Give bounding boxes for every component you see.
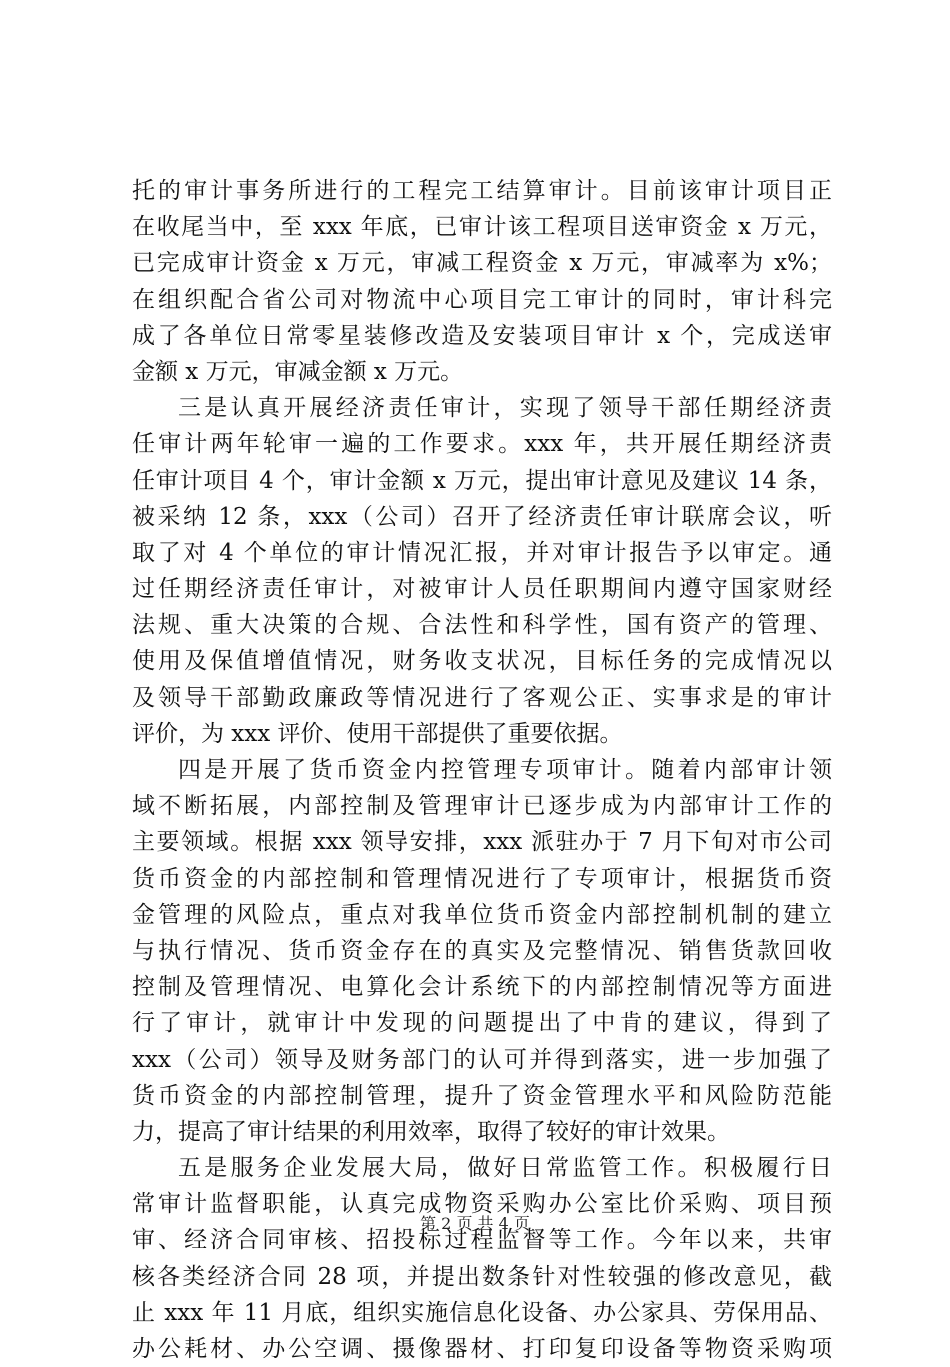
text-line: 托的审计事务所进行的工程完工结算审计。目前该审计项目正 [132, 178, 832, 204]
text-line: 被采纳 12 条，xxx（公司）召开了经济责任审计联席会议，听 [132, 503, 832, 530]
text-line: 五是服务企业发展大局，做好日常监管工作。积极履行日 [178, 1155, 832, 1182]
text-line: 在收尾当中，至 xxx 年底，已审计该工程项目送审资金 x 万元， [132, 214, 832, 241]
text-line: 三是认真开展经济责任审计，实现了领导干部任期经济责 [178, 395, 832, 422]
text-line: 常审计监督职能，认真完成物资采购办公室比价采购、项目预 [132, 1191, 832, 1218]
text-line: 法规、重大决策的合规、合法性和科学性，国有资产的管理、 [132, 612, 832, 639]
text-line: 已完成审计资金 x 万元，审减工程资金 x 万元，审减率为 x%； [132, 250, 832, 277]
text-line: 与执行情况、货币资金存在的真实及完整情况、销售货款回收 [132, 937, 832, 964]
text-line: 核各类经济合同 28 项，并提出数条针对性较强的修改意见，截 [132, 1263, 832, 1290]
text-line: 主要领域。根据 xxx 领导安排，xxx 派驻办于 7 月下旬对市公司 [132, 829, 832, 856]
text-line: 四是开展了货币资金内控管理专项审计。随着内部审计领 [178, 757, 832, 783]
text-line: 评价，为 xxx 评价、使用干部提供了重要依据。 [132, 720, 623, 747]
text-line: 控制及管理情况、电算化会计系统下的内部控制情况等方面进 [132, 974, 832, 1001]
text-line: 货币资金的内部控制和管理情况进行了专项审计，根据货币资 [132, 865, 832, 892]
text-line: 及领导干部勤政廉政等情况进行了客观公正、实事求是的审计 [132, 684, 832, 711]
text-line: 金额 x 万元，审减金额 x 万元。 [132, 358, 464, 385]
text-line: 域不断拓展，内部控制及管理审计已逐步成为内部审计工作的 [132, 793, 832, 820]
text-line: 在组织配合省公司对物流中心项目完工审计的同时，审计科完 [132, 286, 832, 313]
document-body [132, 173, 832, 1367]
text-line: xxx（公司）领导及财务部门的认可并得到落实，进一步加强了 [132, 1046, 832, 1073]
text-line: 任审计项目 4 个，审计金额 x 万元，提出审计意见及建议 14 条， [132, 467, 832, 494]
text-line: 任审计两年轮审一遍的工作要求。xxx 年，共开展任期经济责 [132, 431, 832, 458]
text-line: 成了各单位日常零星装修改造及安装项目审计 x 个，完成送审 [132, 322, 832, 349]
text-line: 过任期经济责任审计，对被审计人员任职期间内遵守国家财经 [132, 576, 832, 603]
text-line: 货币资金的内部控制管理，提升了资金管理水平和风险防范能 [132, 1082, 832, 1109]
text-line: 行了审计，就审计中发现的问题提出了中肯的建议，得到了 [132, 1010, 832, 1037]
text-line: 审、经济合同审核、招投标过程监督等工作。今年以来，共审 [132, 1227, 832, 1254]
text-line: 止 xxx 年 11 月底，组织实施信息化设备、办公家具、劳保用品、 [132, 1299, 832, 1326]
text-line: 使用及保值增值情况，财务收支状况，目标任务的完成情况以 [132, 648, 832, 675]
text-line: 取了对 4 个单位的审计情况汇报，并对审计报告予以审定。通 [132, 539, 832, 566]
text-line: 金管理的风险点，重点对我单位货币资金内部控制机制的建立 [132, 901, 832, 928]
text-line: 办公耗材、办公空调、摄像器材、打印复印设备等物资采购项 [132, 1336, 832, 1362]
text-line: 力，提高了审计结果的利用效率，取得了较好的审计效果。 [132, 1118, 730, 1145]
page-footer: 第 2 页 共 4 页 [420, 1214, 530, 1233]
